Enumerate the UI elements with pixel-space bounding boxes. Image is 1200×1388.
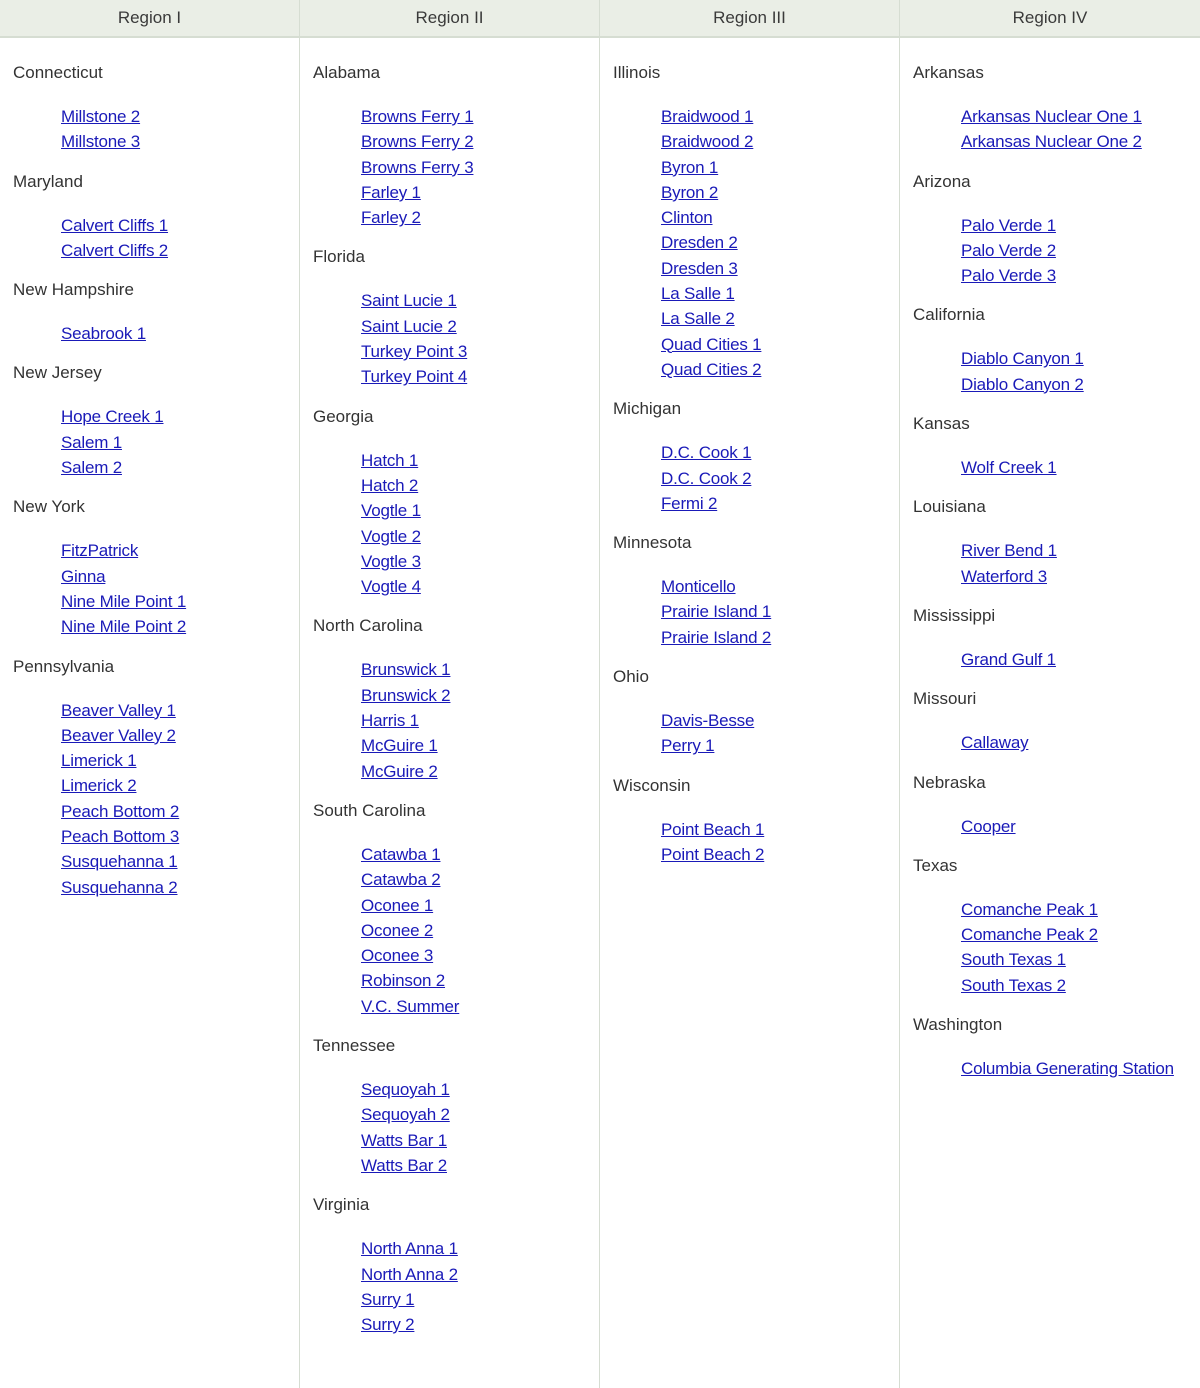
state-name: Wisconsin [613, 775, 691, 795]
plant-link[interactable]: Beaver Valley 2 [61, 725, 176, 745]
plant-list-item [61, 538, 299, 563]
plant-list-item [361, 1236, 599, 1261]
state-name: Missouri [913, 689, 977, 709]
plant-list-item [61, 875, 299, 900]
plant-list-item [961, 263, 1200, 288]
state-name: Mississippi [913, 605, 996, 625]
plant-list-item [361, 733, 599, 758]
plant-list-item [361, 994, 599, 1019]
plant-list-item [61, 129, 299, 154]
plant-list-item [361, 448, 599, 473]
state-group [913, 605, 1200, 672]
plant-link[interactable]: Nine Mile Point 1 [61, 591, 187, 611]
state-group [313, 615, 599, 783]
plant-list-item [661, 466, 899, 491]
state-name: Florida [313, 247, 365, 267]
plant-list [361, 288, 599, 389]
plant-list-item [361, 549, 599, 574]
plant-list-item [361, 155, 599, 180]
plant-link[interactable]: River Bend 1 [961, 541, 1057, 561]
plant-link[interactable]: Palo Verde 3 [961, 266, 1056, 286]
plant-link[interactable]: North Anna 2 [361, 1264, 458, 1284]
plant-list-item [361, 473, 599, 498]
plant-list-item [61, 213, 299, 238]
plant-link[interactable]: Catawba 1 [361, 844, 441, 864]
state-group [13, 62, 299, 155]
plant-link[interactable]: Palo Verde 1 [961, 215, 1056, 235]
plant-list-item [661, 230, 899, 255]
plant-list-item [961, 104, 1200, 129]
plant-list-item [961, 730, 1200, 755]
plant-link[interactable]: Byron 2 [661, 182, 719, 202]
plant-list-item [361, 867, 599, 892]
plant-list-item [61, 723, 299, 748]
plant-link[interactable]: La Salle 2 [661, 309, 735, 329]
plant-list [361, 657, 599, 783]
state-group [13, 496, 299, 639]
state-group [313, 406, 599, 600]
plant-list-item [61, 799, 299, 824]
plant-link[interactable]: South Texas 1 [961, 950, 1066, 970]
plant-list-item [361, 498, 599, 523]
plant-list-item [361, 1128, 599, 1153]
plant-list [61, 321, 299, 346]
plant-link[interactable]: Browns Ferry 3 [361, 157, 474, 177]
plant-list-item [961, 538, 1200, 563]
plant-list-item [361, 943, 599, 968]
plant-list [961, 538, 1200, 589]
state-name: Kansas [913, 414, 970, 434]
plant-link[interactable]: Peach Bottom 3 [61, 827, 180, 847]
region-column-2 [300, 0, 600, 1388]
plant-list-item [361, 893, 599, 918]
plant-list-item [61, 455, 299, 480]
state-group [913, 1014, 1200, 1081]
plant-list [361, 448, 599, 600]
plant-list-item [361, 1077, 599, 1102]
state-name: Pennsylvania [13, 656, 115, 676]
plant-link[interactable]: Salem 2 [61, 458, 122, 478]
plant-link[interactable]: D.C. Cook 1 [661, 443, 752, 463]
region-body [900, 38, 1200, 1081]
plant-link[interactable]: Brunswick 1 [361, 660, 451, 680]
plant-link[interactable]: Oconee 1 [361, 895, 434, 915]
plant-link[interactable]: Point Beach 1 [661, 819, 765, 839]
plant-list-item [661, 256, 899, 281]
state-group [613, 666, 899, 759]
plant-link[interactable]: Comanche Peak 2 [961, 925, 1098, 945]
plant-link[interactable]: Farley 2 [361, 208, 421, 228]
plant-list-item [61, 564, 299, 589]
state-group [13, 362, 299, 480]
plant-list-item [961, 922, 1200, 947]
state-group [613, 62, 899, 382]
plant-list-item [661, 104, 899, 129]
plant-list [361, 1077, 599, 1178]
plant-list [61, 213, 299, 264]
plant-list [361, 104, 599, 230]
plant-link[interactable]: Sequoyah 1 [361, 1080, 450, 1100]
plant-link[interactable]: Nine Mile Point 2 [61, 617, 187, 637]
plant-link[interactable]: McGuire 1 [361, 736, 438, 756]
plant-link[interactable]: Perry 1 [661, 736, 715, 756]
region-column-4 [900, 0, 1200, 1388]
state-group [313, 1035, 599, 1178]
state-name: Connecticut [13, 63, 103, 82]
state-group [913, 62, 1200, 155]
plant-link[interactable]: Surry 2 [361, 1315, 415, 1335]
region-header: Region II [300, 0, 599, 38]
plant-link[interactable]: Waterford 3 [961, 566, 1047, 586]
plant-list-item [361, 1153, 599, 1178]
plant-list-item [961, 647, 1200, 672]
plant-link[interactable]: Calvert Cliffs 1 [61, 215, 169, 235]
plant-list-item [961, 947, 1200, 972]
plant-link[interactable]: Salem 1 [61, 432, 122, 452]
plant-list-item [661, 599, 899, 624]
plant-list-item [61, 773, 299, 798]
plant-list [661, 817, 899, 868]
plant-link[interactable]: Dresden 2 [661, 233, 738, 253]
state-name: New Jersey [13, 363, 102, 383]
plant-list-item [961, 897, 1200, 922]
state-name: Michigan [613, 399, 682, 419]
plant-list-item [61, 614, 299, 639]
state-name: Ohio [613, 667, 649, 687]
plant-link[interactable]: Brunswick 2 [361, 685, 451, 705]
plant-link[interactable]: D.C. Cook 2 [661, 468, 752, 488]
plant-list-item [361, 708, 599, 733]
plant-link[interactable]: Oconee 3 [361, 946, 434, 966]
plant-link[interactable]: Dresden 3 [661, 258, 738, 278]
plant-link[interactable]: Byron 1 [661, 157, 719, 177]
plant-link[interactable]: Surry 1 [361, 1289, 415, 1309]
state-group [313, 246, 599, 389]
plant-link[interactable]: Beaver Valley 1 [61, 700, 176, 720]
plant-link[interactable]: Prairie Island 2 [661, 627, 772, 647]
plant-link[interactable]: Peach Bottom 2 [61, 801, 180, 821]
region-column-3 [600, 0, 900, 1388]
plant-list-item [661, 332, 899, 357]
plant-list [661, 574, 899, 650]
plant-link[interactable]: Diablo Canyon 2 [961, 374, 1084, 394]
plant-list-item [61, 430, 299, 455]
plant-list-item [661, 155, 899, 180]
plant-link[interactable]: Hatch 1 [361, 450, 419, 470]
region-header: Region III [600, 0, 899, 38]
plant-list-item [361, 524, 599, 549]
plant-list-item [361, 104, 599, 129]
plant-list-item [661, 129, 899, 154]
plant-list-item [361, 364, 599, 389]
plant-list-item [661, 205, 899, 230]
plant-link[interactable]: V.C. Summer [361, 996, 460, 1016]
state-group [613, 532, 899, 650]
region-body [0, 38, 299, 900]
state-name: North Carolina [313, 616, 423, 636]
state-name: Nebraska [913, 772, 986, 792]
plant-list-item [361, 180, 599, 205]
plant-link[interactable]: Davis-Besse [661, 711, 755, 731]
plant-list-item [661, 733, 899, 758]
plant-list [961, 213, 1200, 289]
plant-list-item [61, 589, 299, 614]
plant-list-item [361, 339, 599, 364]
plant-link[interactable]: Saint Lucie 2 [361, 316, 457, 336]
plant-link[interactable]: Arkansas Nuclear One 2 [961, 132, 1142, 152]
region-header: Region I [0, 0, 299, 38]
plant-link[interactable]: Hatch 2 [361, 475, 419, 495]
plant-list-item [61, 404, 299, 429]
plant-list-item [361, 288, 599, 313]
plant-list-item [661, 491, 899, 516]
plant-list [61, 104, 299, 155]
state-name: Tennessee [313, 1036, 396, 1056]
plant-link[interactable]: South Texas 2 [961, 975, 1066, 995]
plant-link[interactable]: Catawba 2 [361, 870, 441, 890]
plant-link[interactable]: Calvert Cliffs 2 [61, 240, 169, 260]
state-group [613, 775, 899, 868]
region-header: Region IV [900, 0, 1200, 38]
plant-link[interactable]: La Salle 1 [661, 284, 735, 304]
state-name: Minnesota [613, 533, 692, 553]
plant-list-item [361, 1262, 599, 1287]
plant-link[interactable]: Vogtle 3 [361, 551, 421, 571]
plant-list [61, 698, 299, 900]
state-group [13, 656, 299, 900]
plant-list [661, 104, 899, 382]
plant-link[interactable]: Callaway [961, 733, 1029, 753]
plant-list-item [61, 748, 299, 773]
state-group [913, 304, 1200, 397]
state-name: Arkansas [913, 63, 984, 82]
state-name: Texas [913, 855, 958, 875]
plant-list-item [661, 574, 899, 599]
plant-list-item [661, 842, 899, 867]
plant-list-item [661, 306, 899, 331]
state-group [313, 62, 599, 230]
plant-link[interactable]: Robinson 2 [361, 971, 446, 991]
plant-link[interactable]: Harris 1 [361, 711, 419, 731]
plant-list-item [661, 817, 899, 842]
plant-list-item [361, 918, 599, 943]
plant-list-item [361, 129, 599, 154]
plant-list-item [961, 372, 1200, 397]
state-name: South Carolina [313, 800, 426, 820]
plant-link[interactable]: Browns Ferry 1 [361, 107, 474, 126]
plant-link[interactable]: Point Beach 2 [661, 844, 765, 864]
plant-list [961, 346, 1200, 397]
plant-link[interactable]: North Anna 1 [361, 1239, 458, 1259]
plant-link[interactable]: Turkey Point 3 [361, 342, 468, 362]
plant-link[interactable]: Comanche Peak 1 [961, 899, 1098, 919]
plant-list-item [961, 129, 1200, 154]
plant-link[interactable]: Palo Verde 2 [961, 240, 1056, 260]
plant-list-item [61, 849, 299, 874]
plant-link[interactable]: Grand Gulf 1 [961, 649, 1056, 669]
plant-link[interactable]: Braidwood 1 [661, 107, 754, 126]
state-name: Arizona [913, 171, 971, 191]
plant-list [961, 455, 1200, 480]
plant-link[interactable]: Seabrook 1 [61, 324, 146, 344]
plant-list [361, 1236, 599, 1337]
state-name: Illinois [613, 63, 661, 82]
region-column-1 [0, 0, 300, 1388]
state-group [613, 398, 899, 516]
plant-link[interactable]: Wolf Creek 1 [961, 458, 1057, 478]
plant-list-item [361, 842, 599, 867]
plant-list-item [961, 346, 1200, 371]
plant-list [961, 814, 1200, 839]
plant-list-item [361, 1312, 599, 1337]
plant-link[interactable]: Watts Bar 1 [361, 1130, 447, 1150]
state-group [913, 496, 1200, 589]
plant-list [961, 647, 1200, 672]
plant-list-item [961, 564, 1200, 589]
plant-link[interactable]: Browns Ferry 2 [361, 132, 474, 152]
state-group [913, 171, 1200, 289]
plant-list-item [661, 180, 899, 205]
state-name: Georgia [313, 406, 374, 426]
plant-link[interactable]: Watts Bar 2 [361, 1155, 447, 1175]
plant-list-item [661, 708, 899, 733]
state-group [313, 1194, 599, 1337]
plant-list-item [661, 281, 899, 306]
plant-list [961, 897, 1200, 998]
plant-list-item [961, 973, 1200, 998]
plant-link[interactable]: Columbia Generating Station [961, 1059, 1174, 1079]
plant-link[interactable]: Clinton [661, 208, 713, 228]
state-group [13, 279, 299, 346]
state-name: Alabama [313, 63, 381, 82]
plant-list-item [361, 1102, 599, 1127]
plant-link[interactable]: Vogtle 4 [361, 577, 421, 597]
plant-link[interactable]: Vogtle 2 [361, 526, 421, 546]
plant-list [961, 104, 1200, 155]
state-group [313, 800, 599, 1019]
plant-link[interactable]: McGuire 2 [361, 761, 438, 781]
plant-link[interactable]: Millstone 3 [61, 132, 141, 152]
plant-link[interactable]: Turkey Point 4 [361, 367, 468, 387]
plant-list [361, 842, 599, 1019]
plant-list-item [661, 357, 899, 382]
state-group [913, 772, 1200, 839]
plant-link[interactable]: Oconee 2 [361, 920, 434, 940]
state-group [913, 413, 1200, 480]
plant-link[interactable]: Susquehanna 2 [61, 877, 178, 897]
plant-link[interactable]: Quad Cities 1 [661, 334, 762, 354]
plant-list-item [361, 1287, 599, 1312]
plant-list-item [961, 238, 1200, 263]
plant-list-item [61, 698, 299, 723]
plant-list [961, 1056, 1200, 1081]
plant-list-item [361, 657, 599, 682]
plant-list-item [61, 824, 299, 849]
region-body [600, 38, 899, 867]
plant-link[interactable]: Diablo Canyon 1 [961, 349, 1084, 369]
plant-link[interactable]: Susquehanna 1 [61, 852, 178, 872]
state-name: Washington [913, 1015, 1003, 1035]
state-name: Louisiana [913, 497, 986, 517]
plant-list [661, 440, 899, 516]
plant-link[interactable]: Prairie Island 1 [661, 602, 772, 622]
plant-list [61, 404, 299, 480]
plant-list [661, 708, 899, 759]
plant-link[interactable]: Sequoyah 2 [361, 1105, 450, 1125]
plant-list-item [61, 321, 299, 346]
plant-list-item [361, 968, 599, 993]
state-name: New Hampshire [13, 280, 134, 300]
plant-link[interactable]: Arkansas Nuclear One 1 [961, 107, 1142, 126]
plant-link[interactable]: Hope Creek 1 [61, 407, 164, 427]
plant-list-item [961, 213, 1200, 238]
plant-list [961, 730, 1200, 755]
state-name: California [913, 305, 985, 325]
plant-link[interactable]: Saint Lucie 1 [361, 291, 457, 311]
plant-link[interactable]: Cooper [961, 816, 1016, 836]
plant-link[interactable]: Farley 1 [361, 182, 421, 202]
plant-list-item [361, 759, 599, 784]
plant-link[interactable]: Ginna [61, 566, 106, 586]
plant-list-item [61, 104, 299, 129]
plant-list-item [361, 574, 599, 599]
plant-list-item [361, 205, 599, 230]
state-group [913, 855, 1200, 998]
plant-link[interactable]: Monticello [661, 577, 736, 597]
state-name: Virginia [313, 1195, 370, 1215]
region-body [300, 38, 599, 1337]
plant-link[interactable]: Braidwood 2 [661, 132, 754, 152]
plant-link[interactable]: Limerick 2 [61, 776, 137, 796]
plant-list [61, 538, 299, 639]
plant-link[interactable]: Fermi 2 [661, 493, 718, 513]
plant-list-item [661, 440, 899, 465]
plant-link[interactable]: Quad Cities 2 [661, 359, 762, 379]
plant-link[interactable]: FitzPatrick [61, 541, 139, 561]
plant-link[interactable]: Limerick 1 [61, 751, 137, 771]
plant-list-item [361, 314, 599, 339]
plant-list-item [961, 1056, 1200, 1081]
plant-list-item [961, 814, 1200, 839]
plant-list-item [961, 455, 1200, 480]
plant-list-item [361, 683, 599, 708]
state-group [913, 688, 1200, 755]
plant-link[interactable]: Vogtle 1 [361, 501, 421, 521]
state-name: Maryland [13, 171, 83, 191]
state-group [13, 171, 299, 264]
plant-list-item [661, 625, 899, 650]
state-name: New York [13, 497, 85, 517]
plant-link[interactable]: Millstone 2 [61, 107, 141, 126]
plant-list-item [61, 238, 299, 263]
